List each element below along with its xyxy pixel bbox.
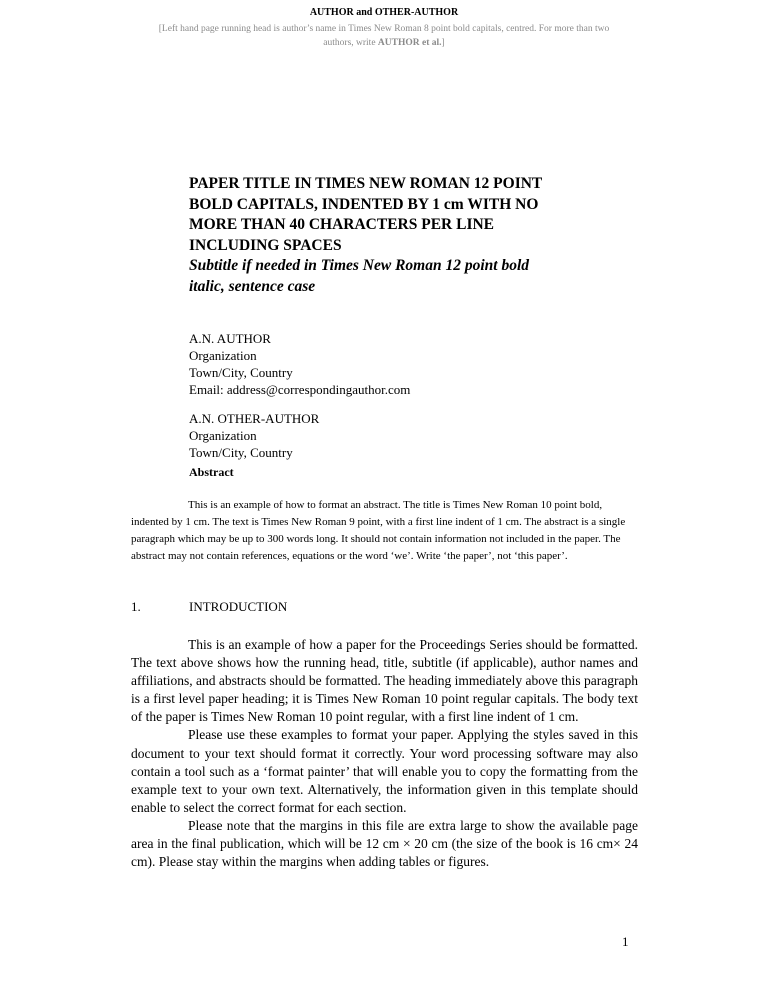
- body-paragraph: Please note that the margins in this file are extra large to show the available page area in the final publication, which will be 12 cm × 20 cm (the size of the book is 16 cm× 24 cm). Please stay within the margins when adding tables or figures.: [131, 817, 638, 870]
- author-organization: Organization: [189, 348, 257, 363]
- subtitle-line: italic, sentence case: [189, 277, 316, 295]
- abstract-heading: Abstract: [189, 465, 234, 479]
- running-head: AUTHOR and OTHER-AUTHOR: [309, 7, 459, 18]
- paper-title: [189, 174, 569, 256]
- page-number: 1: [622, 934, 629, 949]
- running-head-note: [150, 22, 618, 50]
- title-line: BOLD CAPITALS, INDENTED BY 1 cm WITH NO: [189, 195, 539, 213]
- section-number: 1.: [131, 599, 141, 614]
- title-line: PAPER TITLE IN TIMES NEW ROMAN 12 POINT: [189, 175, 543, 192]
- running-head-note-end: ]: [441, 38, 445, 48]
- abstract-text: This is an example of how to format an abstract. The title is Times New Roman 10 point bold, indented by 1 cm. The text is Times New Roman 9 point, with a first line indent of 1 cm. The abstract is a single paragraph which may be up to 300 words long. It should not contain information not included in the paper. The abstract may not contain references, equations or the word ‘we’. Write ‘the paper’, not ‘this paper’.: [131, 499, 626, 562]
- author-block-1: [189, 330, 589, 398]
- body-text: [131, 636, 638, 871]
- subtitle-line: Subtitle if needed in Times New Roman 12 point bold: [189, 257, 530, 274]
- running-head-note-bold: AUTHOR et al.: [377, 38, 442, 48]
- body-paragraph: This is an example of how a paper for the Proceedings Series should be formatted. The text above shows how the running head, title, subtitle (if applicable), author names and affiliations, and abstracts should be formatted. The heading immediately above this paragraph is a first level paper heading; it is Times New Roman 10 point regular capitals. The body text of the paper is Times New Roman 10 point regular, with a first line indent of 1 cm.: [131, 637, 638, 725]
- section-heading: INTRODUCTION: [189, 599, 288, 614]
- author-name: A.N. AUTHOR: [189, 331, 271, 346]
- paper-subtitle: [189, 256, 569, 297]
- running-head-note-text: [Left hand page running head is author’s name in Times New Roman 8 point bold capitals, centred. For more than two authors, write: [158, 24, 610, 48]
- author-location: Town/City, Country: [189, 365, 293, 380]
- author-location: Town/City, Country: [189, 445, 293, 460]
- author-block-2: [189, 410, 589, 461]
- title-line: MORE THAN 40 CHARACTERS PER LINE: [189, 216, 495, 233]
- author-email: Email: address@correspondingauthor.com: [189, 382, 411, 397]
- author-name: A.N. OTHER-AUTHOR: [189, 411, 320, 426]
- body-paragraph: Please use these examples to format your paper. Applying the styles saved in this document to your text should format it correctly. Your word processing software may also contain a tool such as a ‘format painter’ that will enable you to copy the formatting from the example text to your own text. Alternatively, the information given in this template should enable to select the correct format for each section.: [131, 727, 638, 815]
- author-organization: Organization: [189, 428, 257, 443]
- title-line: INCLUDING SPACES: [189, 236, 342, 254]
